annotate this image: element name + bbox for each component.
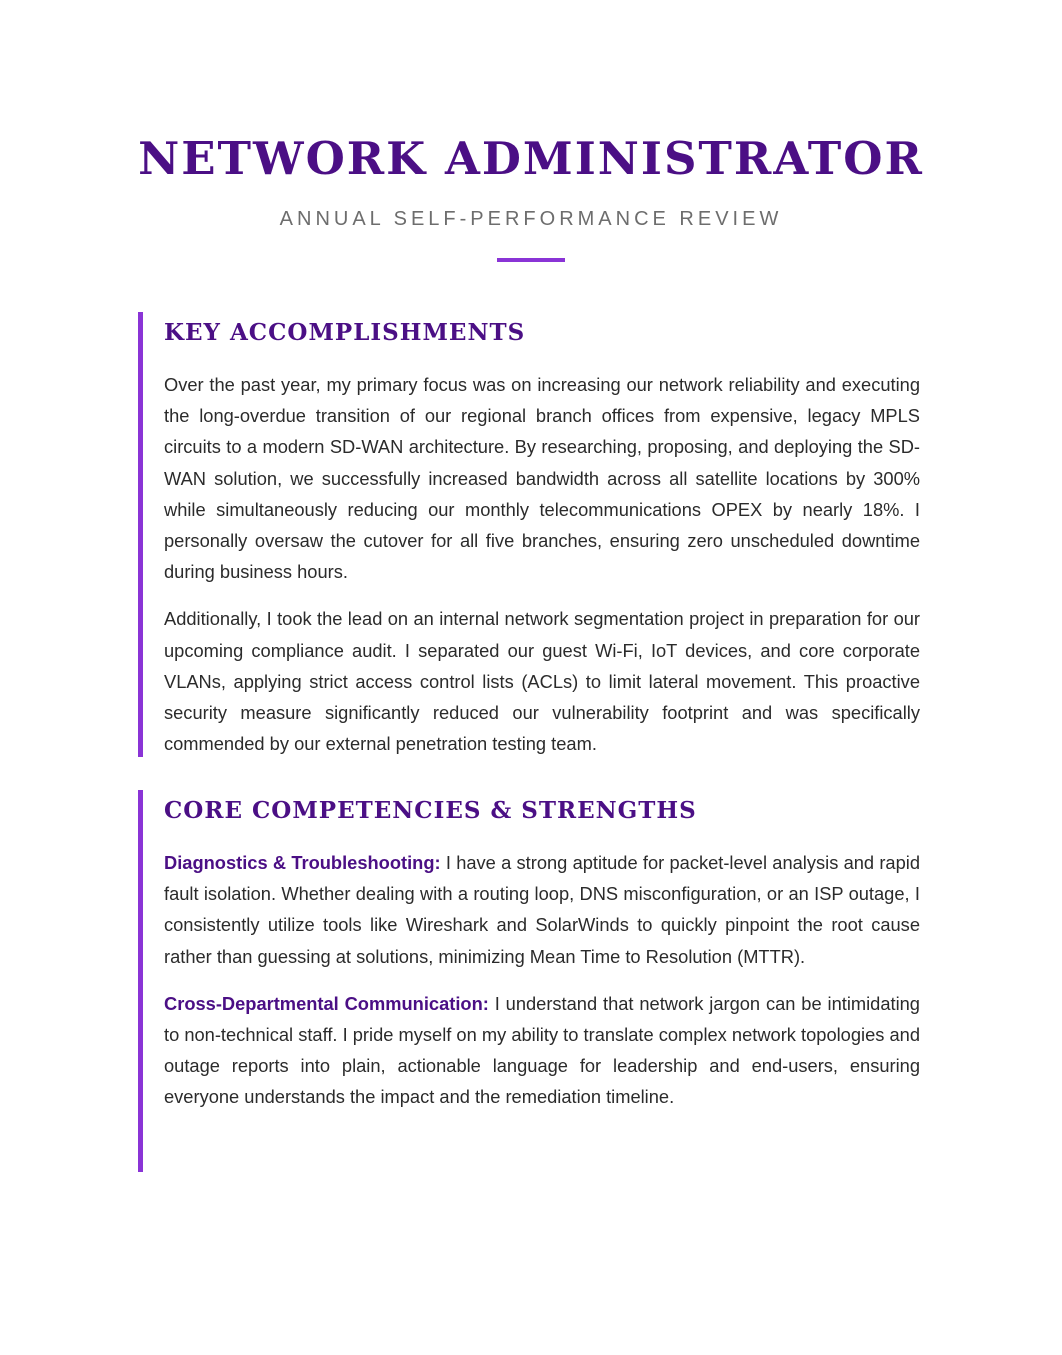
paragraph: [164, 988, 920, 1113]
section-core-competencies: [138, 790, 920, 1172]
paragraph-text: I have a strong aptitude for packet-level analysis and rapid fault isolation. Whether dealing with a routing loop, DNS misconfiguration, or an ISP outage, I consistently utilize tools like Wireshark and SolarWinds to quickly pinpoint the root cause rather than guessing at solutions, minimizing Mean Time to Resolution (MTTR).: [164, 852, 920, 967]
paragraph: [164, 847, 920, 972]
paragraph: Additionally, I took the lead on an internal network segmentation project in preparation for our upcoming compliance audit. I separated our guest Wi-Fi, IoT devices, and core corporate VLANs, applying strict access control lists (ACLs) to limit lateral movement. This proactive security measure significantly reduced our vulnerability footprint and was specifically commended by our external penetration testing team.: [164, 608, 920, 755]
section-heading: CORE COMPETENCIES & STRENGTHS: [164, 797, 697, 824]
section-heading: KEY ACCOMPLISHMENTS: [164, 319, 526, 346]
paragraph-lead: Cross-Departmental Communication:: [164, 992, 489, 1014]
paragraph: Over the past year, my primary focus was on increasing our network reliability and executing the long-overdue transition of our regional branch offices from expensive, legacy MPLS circuits to a modern SD-WAN architecture. By researching, proposing, and deploying the SD-WAN solution, we successfully increased bandwidth across all satellite locations by 300% while simultaneously reducing our monthly telecommunications OPEX by nearly 18%. I personally oversaw the cutover for all five branches, ensuring zero unscheduled downtime during business hours.: [164, 374, 920, 583]
document-subtitle: ANNUAL SELF-PERFORMANCE REVIEW: [279, 208, 783, 230]
section-key-accomplishments: [138, 312, 920, 757]
document-title: NETWORK ADMINISTRATOR: [138, 132, 924, 185]
title-divider: [497, 258, 565, 262]
paragraph-lead: Diagnostics & Troubleshooting:: [164, 852, 441, 873]
document-header: [0, 128, 1062, 262]
paragraph-text: I understand that network jargon can be intimidating to non-technical staff. I pride myself on my ability to translate complex network topologies and outage reports into plain, actionable language for leadership and end-users, ensuring everyone understands the impact and the remediation timeline.: [164, 992, 920, 1108]
